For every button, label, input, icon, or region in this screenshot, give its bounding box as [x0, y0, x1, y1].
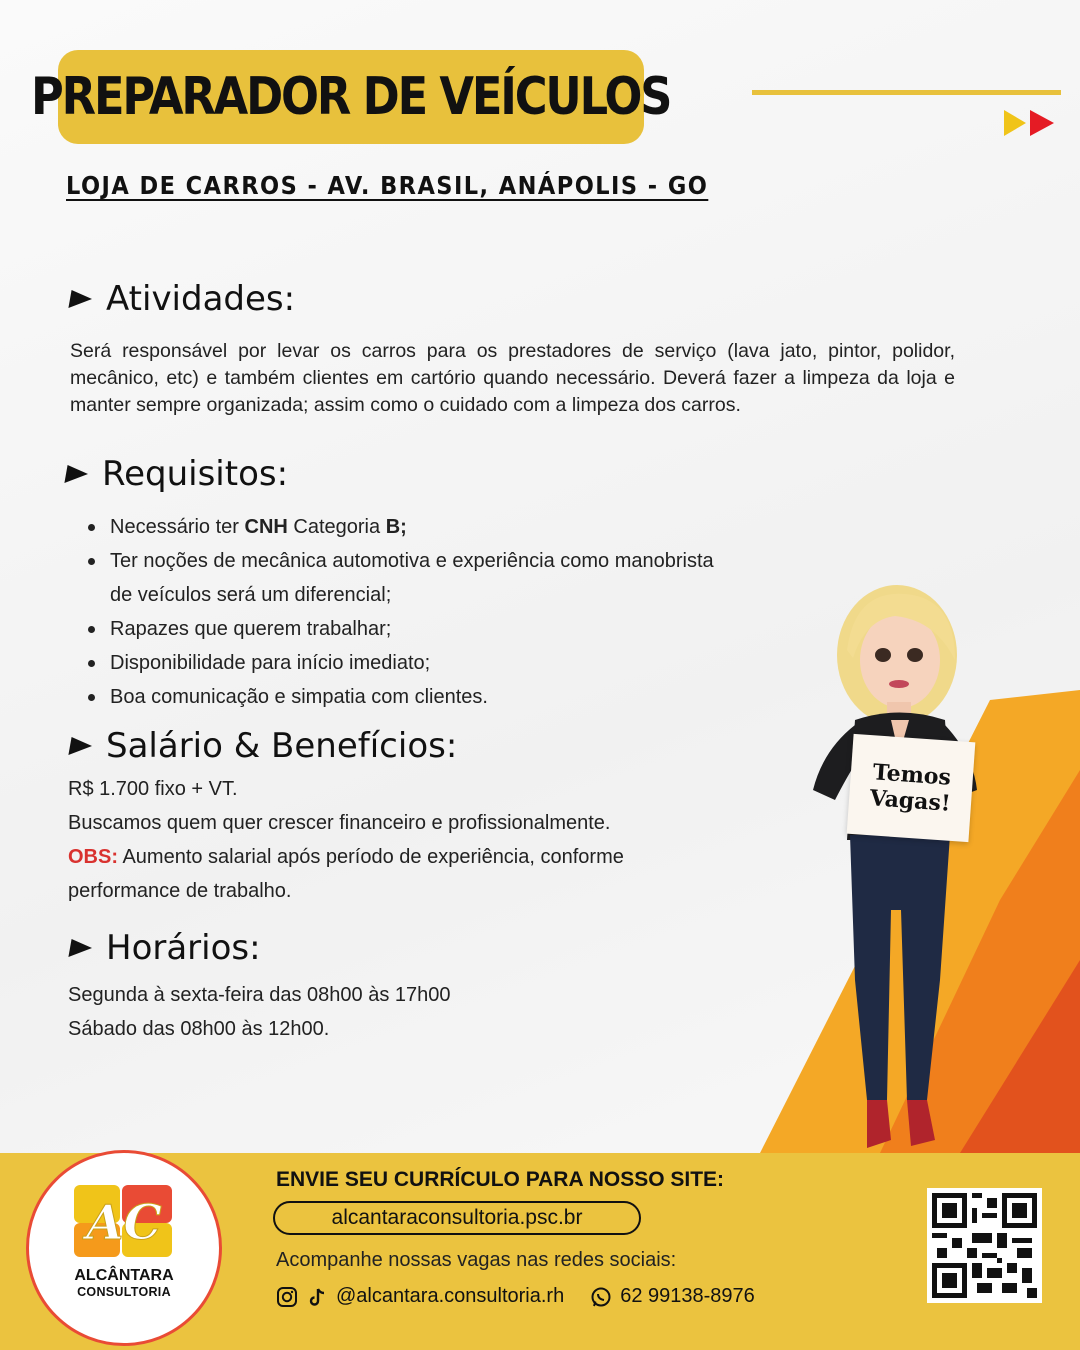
list-item: Disponibilidade para início imediato;: [88, 646, 714, 680]
salario-heading: Salário & Benefícios:: [70, 726, 457, 766]
hiring-sign: [847, 734, 976, 842]
requisitos-list: [88, 510, 714, 714]
list-item: Necessário ter CNH Categoria B;: [88, 510, 714, 544]
instagram-icon[interactable]: [276, 1286, 298, 1308]
atividades-text: Será responsável por levar os carros para os prestadores de serviço (lava jato, pintor, polidor, mecânico, etc) e também clientes em cartório quando necessário. Deverá fazer a limpeza da loja e manter sempre organizada; assim como o cuidado com a limpeza dos carros.: [70, 340, 955, 416]
arrow-icon: [68, 290, 93, 308]
phone-number[interactable]: 62 99138-8976: [620, 1285, 755, 1307]
salario-text: R$ 1.700 fixo + VT. Buscamos quem quer crescer financeiro e profissionalmente. OBS: Aumento salarial após período de experiência, conforme performance de trabalho.: [68, 778, 624, 902]
horarios-text: Segunda à sexta-feira das 08h00 às 17h00 Sábado das 08h00 às 12h00.: [68, 984, 451, 1040]
job-location: LOJA DE CARROS - AV. BRASIL, ANÁPOLIS - GO: [66, 171, 709, 200]
logo-subtitle: CONSULTORIA: [77, 1285, 171, 1299]
arrow-icon: [68, 939, 93, 957]
obs-label: OBS:: [68, 846, 118, 868]
page-title: PREPARADOR DE VEÍCULOS: [31, 67, 671, 127]
list-item: Rapazes que querem trabalhar;: [88, 612, 714, 646]
tiktok-icon[interactable]: [306, 1286, 328, 1308]
title-banner: [31, 50, 671, 144]
qr-code[interactable]: [927, 1188, 1042, 1303]
company-logo: [26, 1150, 222, 1346]
logo-name: ALCÂNTARA: [74, 1267, 174, 1284]
whatsapp-icon[interactable]: [590, 1286, 612, 1308]
puzzle-logo-icon: [64, 1179, 184, 1261]
footer-cta: ENVIE SEU CURRÍCULO PARA NOSSO SITE:: [276, 1168, 725, 1191]
decorative-line: [752, 90, 1061, 95]
social-handle[interactable]: @alcantara.consultoria.rh: [336, 1285, 565, 1307]
follow-text: Acompanhe nossas vagas nas redes sociais:: [276, 1249, 677, 1271]
requisitos-heading: Requisitos:: [66, 454, 288, 494]
svg-text:AC: AC: [86, 1195, 162, 1251]
sign-line1: Temos: [872, 759, 952, 791]
fast-forward-icon-red: [1030, 110, 1054, 136]
arrow-icon: [68, 737, 93, 755]
fast-forward-icon: [1004, 110, 1026, 136]
avatar-illustration: [795, 580, 995, 1155]
social-row: [276, 1285, 755, 1308]
sign-line2: Vagas!: [868, 785, 952, 817]
arrow-icon: [64, 465, 89, 483]
list-item: Ter noções de mecânica automotiva e experiência como manobrista de veículos será um diferencial;: [88, 544, 714, 612]
horarios-heading: Horários:: [70, 928, 261, 968]
website-link[interactable]: alcantaraconsultoria.psc.br: [273, 1201, 641, 1235]
atividades-heading: Atividades:: [70, 279, 295, 319]
list-item: Boa comunicação e simpatia com clientes.: [88, 680, 714, 714]
